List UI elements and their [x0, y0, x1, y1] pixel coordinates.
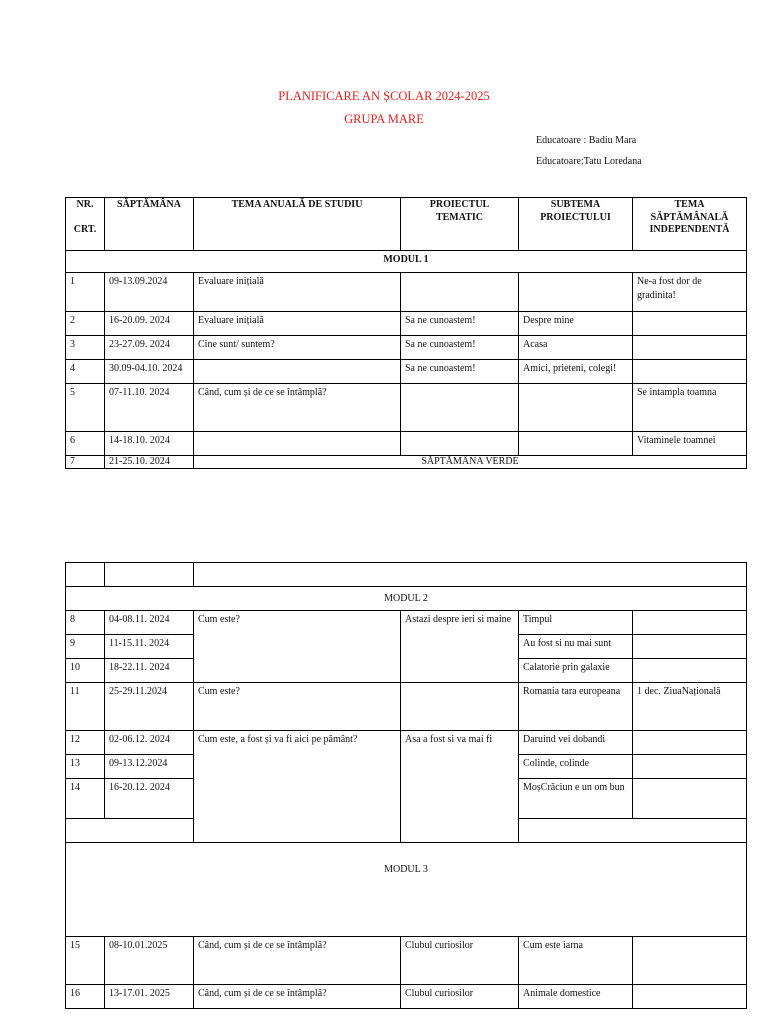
cell-theme: Cine sunt/ suntem? — [194, 336, 401, 360]
cell-theme: Evaluare inițială — [194, 273, 401, 312]
teacher-line-2: Educatoare:Tatu Loredana — [536, 156, 642, 167]
cell-subtheme: Daruind vei dobandi — [519, 731, 633, 755]
cell-week: 04-08.11. 2024 — [105, 611, 194, 635]
cell-independent — [633, 336, 747, 360]
cell-nr: 12 — [66, 731, 105, 755]
cell-subtheme: Despre mine — [519, 312, 633, 336]
header-independent: TEMA SĂPTĂMÂNALĂ INDEPENDENTĂ — [633, 198, 747, 251]
cell-theme: Cum este? — [194, 611, 401, 683]
cell-subtheme: Calatorie prin galaxie — [519, 659, 633, 683]
cell-week: 07-11.10. 2024 — [105, 384, 194, 432]
cell-week: 08-10.01.2025 — [105, 937, 194, 985]
planning-table-1 — [65, 197, 747, 469]
cell-week: 14-18.10. 2024 — [105, 432, 194, 456]
cell-subtheme — [519, 432, 633, 456]
table-row — [66, 456, 747, 469]
cell-theme: Cum este, a fost și va fi aici pe pământ? — [194, 731, 401, 843]
cell-subtheme: Timpul — [519, 611, 633, 635]
cell-independent: 1 dec. ZiuaNațională — [633, 683, 747, 731]
cell-independent: Ne-a fost dor de gradinita! — [633, 273, 747, 312]
header-theme: TEMA ANUALĂ DE STUDIU — [194, 198, 401, 251]
cell-week: 23-27.09. 2024 — [105, 336, 194, 360]
cell-week: 18-22.11. 2024 — [105, 659, 194, 683]
cell-project — [401, 432, 519, 456]
cell-nr: 15 — [66, 937, 105, 985]
cell-independent — [633, 731, 747, 755]
cell-independent — [633, 312, 747, 336]
table-row — [66, 937, 747, 985]
cell-week: 13-17.01. 2025 — [105, 985, 194, 1009]
cell-project: Asa a fost si va mai fi — [401, 731, 519, 843]
cell-independent — [633, 659, 747, 683]
cell-independent — [633, 360, 747, 384]
cell-week: 09-13.09.2024 — [105, 273, 194, 312]
cell-independent — [633, 937, 747, 985]
cell-project: Sa ne cunoastem! — [401, 360, 519, 384]
cell-project: Clubul curiosilor — [401, 937, 519, 985]
header-week: SĂPTĂMÂNA — [105, 198, 194, 251]
cell-empty — [194, 563, 747, 587]
cell-subtheme: Acasa — [519, 336, 633, 360]
cell-week: 16-20.09. 2024 — [105, 312, 194, 336]
cell-theme: Când, cum și de ce se întâmplă? — [194, 937, 401, 985]
cell-theme: Cum este? — [194, 683, 401, 731]
cell-nr: 13 — [66, 755, 105, 779]
cell-week: 09-13.12.2024 — [105, 755, 194, 779]
cell-project — [401, 273, 519, 312]
cell-nr: 4 — [66, 360, 105, 384]
cell-subtheme: Au fost si nu mai sunt — [519, 635, 633, 659]
cell-project: Sa ne cunoastem! — [401, 336, 519, 360]
cell-independent — [633, 985, 747, 1009]
planning-table-2 — [65, 562, 747, 1009]
cell-nr: 3 — [66, 336, 105, 360]
cell-week: 16-20.12. 2024 — [105, 779, 194, 819]
cell-project — [401, 683, 519, 731]
cell-independent: Se intampla toamna — [633, 384, 747, 432]
cell-subtheme: Amici, prieteni, colegi! — [519, 360, 633, 384]
cell-nr: 14 — [66, 779, 105, 819]
table-header-row — [66, 198, 747, 251]
cell-subtheme: Colinde, colinde — [519, 755, 633, 779]
table-row — [66, 384, 747, 432]
cell-nr: 1 — [66, 273, 105, 312]
cell-nr: 11 — [66, 683, 105, 731]
cell-theme: Evaluare inițială — [194, 312, 401, 336]
cell-week: 11-15.11. 2024 — [105, 635, 194, 659]
cell-subtheme: MoșCrăciun e un om bun — [519, 779, 633, 819]
cell-empty — [66, 819, 194, 843]
page-title: PLANIFICARE AN ȘCOLAR 2024-2025 — [278, 89, 490, 103]
cell-project: Clubul curiosilor — [401, 985, 519, 1009]
cell-project: Astazi despre ieri si maine — [401, 611, 519, 683]
cell-nr: 16 — [66, 985, 105, 1009]
cell-theme: Când, cum și de ce se întâmplă? — [194, 384, 401, 432]
table-row — [66, 985, 747, 1009]
cell-nr: 7 — [66, 456, 105, 469]
cell-nr: 10 — [66, 659, 105, 683]
module-2-label: MODUL 2 — [66, 587, 747, 611]
cell-week: 21-25.10. 2024 — [105, 456, 194, 469]
header-nr: NR. CRT. — [66, 198, 105, 251]
teacher-line-1: Educatoare : Badiu Mara — [536, 135, 637, 146]
cell-project — [401, 384, 519, 432]
cell-independent — [633, 635, 747, 659]
cell-nr: 5 — [66, 384, 105, 432]
table-row — [66, 273, 747, 312]
cell-subtheme: Cum este iarna — [519, 937, 633, 985]
table-row — [66, 360, 747, 384]
cell-independent — [633, 611, 747, 635]
cell-nr: 9 — [66, 635, 105, 659]
header-subtheme: SUBTEMA PROIECTULUI — [519, 198, 633, 251]
cell-theme — [194, 432, 401, 456]
table-row — [66, 312, 747, 336]
table-row — [66, 611, 747, 635]
cell-empty — [519, 819, 747, 843]
module-3-label: MODUL 3 — [66, 843, 747, 937]
cell-independent — [633, 755, 747, 779]
green-week-label: SĂPTĂMÂNA VERDE — [194, 456, 747, 469]
cell-empty — [66, 563, 105, 587]
cell-week: 25-29.11.2024 — [105, 683, 194, 731]
header-project: PROIECTUL TEMATIC — [401, 198, 519, 251]
module-row — [66, 587, 747, 611]
cell-theme — [194, 360, 401, 384]
page-subtitle: GRUPA MARE — [344, 112, 424, 126]
table-row — [66, 683, 747, 731]
cell-project: Sa ne cunoastem! — [401, 312, 519, 336]
cell-week: 30.09-04.10. 2024 — [105, 360, 194, 384]
module-1-label: MODUL 1 — [66, 251, 747, 273]
table-row — [66, 432, 747, 456]
table-row — [66, 336, 747, 360]
table-row — [66, 731, 747, 755]
cell-nr: 8 — [66, 611, 105, 635]
module-row — [66, 251, 747, 273]
cell-subtheme — [519, 273, 633, 312]
cell-theme: Când, cum și de ce se întâmplă? — [194, 985, 401, 1009]
cell-subtheme: Animale domestice — [519, 985, 633, 1009]
cell-subtheme — [519, 384, 633, 432]
cell-empty — [105, 563, 194, 587]
cell-nr: 2 — [66, 312, 105, 336]
cell-week: 02-06.12. 2024 — [105, 731, 194, 755]
cell-independent — [633, 779, 747, 819]
cell-independent: Vitaminele toamnei — [633, 432, 747, 456]
module-row — [66, 843, 747, 937]
cell-nr: 6 — [66, 432, 105, 456]
cell-subtheme: Romania tara europeana — [519, 683, 633, 731]
table-row-empty — [66, 563, 747, 587]
